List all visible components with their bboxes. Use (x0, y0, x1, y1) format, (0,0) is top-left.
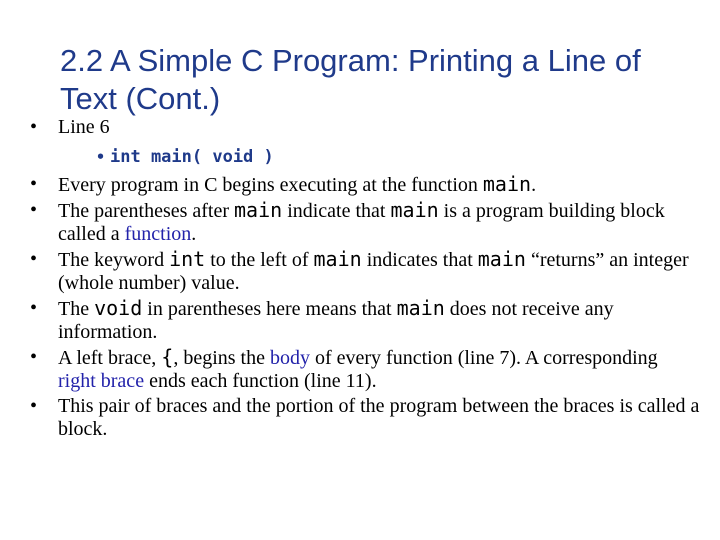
code-main: main (390, 198, 439, 222)
bullet-void: • The void in parentheses here means that main does not receive any information. (30, 297, 700, 344)
bullet-program-start: • Every program in C begins executing at the function main. (30, 173, 700, 197)
code-main: main (482, 172, 532, 196)
bullet-block: • This pair of braces and the portion of the program between the braces is called a block. (30, 395, 700, 441)
code-main: main (234, 198, 283, 222)
code-main: main (477, 247, 526, 271)
code-void: void (94, 296, 143, 320)
code-int: int (169, 247, 206, 271)
code-main: main (313, 247, 362, 271)
code-main: main (396, 296, 445, 320)
bullet-parentheses: • The parentheses after main indicate that main is a program building block called a function. (30, 199, 700, 246)
bullet-line6: • Line 6 (30, 116, 700, 139)
code-snippet: • int main( void ) (96, 145, 700, 169)
bullet-keyword-int: • The keyword int to the left of main indicates that main “returns” an integer (whole number) value. (30, 248, 700, 295)
slide-title: 2.2 A Simple C Program: Printing a Line of Text (Cont.) (60, 43, 641, 116)
bullet-list (30, 116, 700, 441)
keyword-body: body (269, 347, 310, 369)
keyword-right-brace: right brace (58, 370, 145, 392)
keyword-function: function (124, 223, 192, 245)
bullet-left-brace: • A left brace, {, begins the body of every function (line 7). A corresponding right brace ends each function (line 11). (30, 346, 700, 393)
code-brace: { (161, 345, 174, 369)
